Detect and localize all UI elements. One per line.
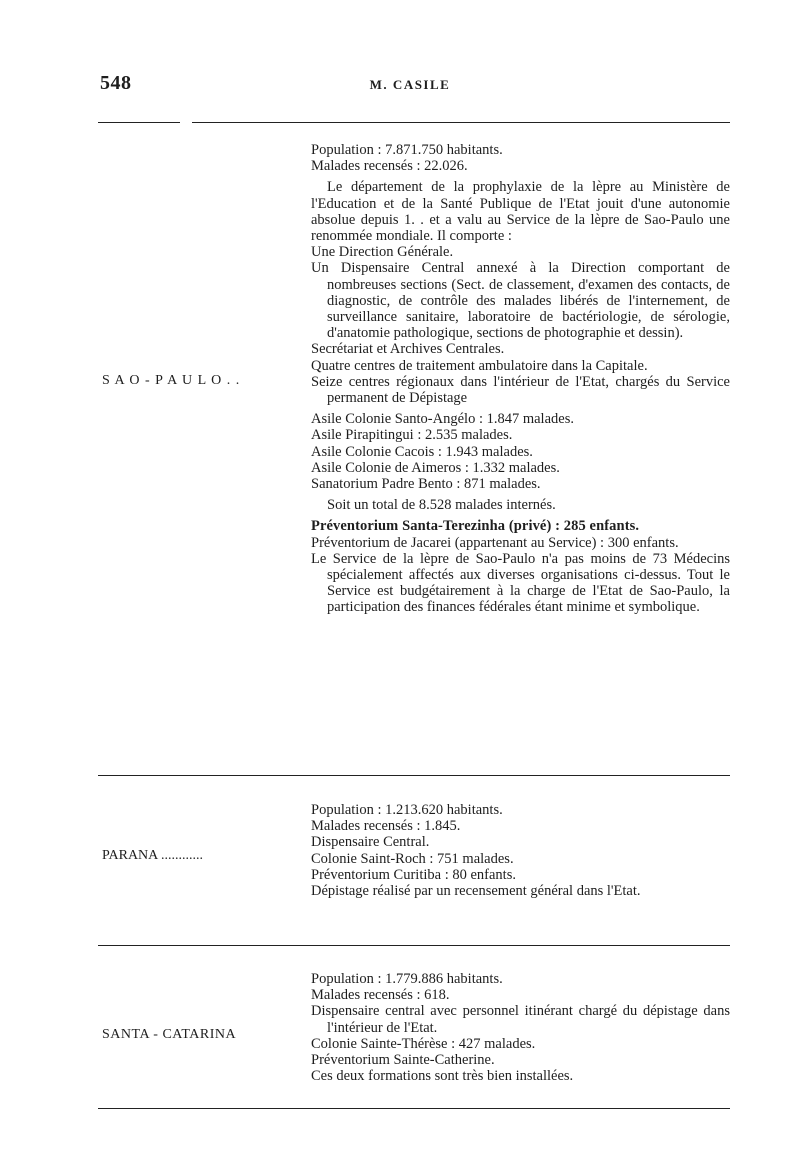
centres-ambulatoires-paragraph: Quatre centres de traitement ambulatoire dans la Capitale. xyxy=(311,357,648,374)
section-sao-paulo xyxy=(311,142,730,616)
bottom-rule xyxy=(98,1108,730,1109)
preventorium-paragraph: Préventorium de Jacarei (appartenant au Service) : 300 enfants. xyxy=(311,534,679,551)
section-rule xyxy=(98,775,730,776)
service-paragraph: Le Service de la lèpre de Sao-Paulo n'a pas moins de 73 Médecins spécialement affectés aux diverses organisations ci-dessus. Tout le Service est budgétairement à la charge de l'Etat de Sao-Paulo, la participation des finances fédérales étant minime et symbolique. xyxy=(311,550,730,616)
dispensaire-paragraph: Dispensaire central avec personnel itinérant chargé du dépistage dans l'intérieur de l'Etat. xyxy=(311,1003,730,1036)
depistage-paragraph: Dépistage réalisé par un recensement général dans l'Etat. xyxy=(311,883,641,900)
colonie-line: Colonie Saint-Roch : 751 malades. xyxy=(311,850,514,867)
malades-line: Malades recensés : 22.026. xyxy=(311,158,468,175)
population-line: Population : 1.213.620 habitants. xyxy=(311,802,503,818)
malades-line: Malades recensés : 1.845. xyxy=(311,818,461,835)
asile-line: Asile Colonie de Aimeros : 1.332 malades. xyxy=(311,459,560,476)
preventorium-line: Préventorium Curitiba : 80 enfants. xyxy=(311,866,516,883)
top-rule-left xyxy=(98,122,180,123)
region-label-sao-paulo: S A O - P A U L O . . xyxy=(102,373,241,388)
section-santa-catarina xyxy=(311,971,730,1084)
population-line: Population : 1.779.886 habitants. xyxy=(311,971,503,987)
region-label-parana: PARANA ............ xyxy=(102,848,204,863)
colonie-line: Colonie Sainte-Thérèse : 427 malades. xyxy=(311,1035,536,1052)
preventorium-line: Préventorium Santa-Terezinha (privé) : 285 enfants. xyxy=(311,518,640,535)
secretariat-line: Secrétariat et Archives Centrales. xyxy=(311,341,505,358)
running-head: M. CASILE xyxy=(369,77,451,92)
intro-paragraph: Le département de la prophylaxie de la lèpre au Ministère de l'Education et de la Santé Publique de l'Etat jouit d'une autonomie absolue depuis 1. . et a valu au Service de la lèpre de Sao-Paulo une renommée mondiale. Il comporte : xyxy=(311,179,730,245)
asile-line: Asile Colonie Santo-Angélo : 1.847 malades. xyxy=(311,411,574,428)
asile-line: Asile Pirapitingui : 2.535 malades. xyxy=(311,427,513,444)
asile-line: Asile Colonie Cacois : 1.943 malades. xyxy=(311,443,533,460)
section-parana xyxy=(311,802,730,899)
total-line: Soit un total de 8.528 malades internés. xyxy=(327,497,556,514)
region-label-santa-catarina: SANTA - CATARINA xyxy=(102,1027,237,1042)
top-rule-right xyxy=(192,122,730,123)
dispensaire-line: Dispensaire Central. xyxy=(311,834,430,851)
direction-line: Une Direction Générale. xyxy=(311,244,454,261)
dispensaire-paragraph: Un Dispensaire Central annexé à la Direction comportant de nombreuses sections (Sect. de classement, d'examen des contacts, de diagnostic, de contrôle des malades libérés de l'internement, de surveillance sanitaire, laboratoire de bactériologie, de sérologie, d'anatomie pathologique, sections de photographie et dessin). xyxy=(311,260,730,342)
section-rule xyxy=(98,945,730,946)
installation-line: Ces deux formations sont très bien installées. xyxy=(311,1068,574,1085)
centres-regionaux-paragraph: Seize centres régionaux dans l'intérieur de l'Etat, chargés du Service permanent de Dépistage xyxy=(311,373,730,407)
population-line: Population : 7.871.750 habitants. xyxy=(311,142,503,158)
page-number: 548 xyxy=(100,72,132,94)
sanatorium-line: Sanatorium Padre Bento : 871 malades. xyxy=(311,476,541,493)
malades-line: Malades recensés : 618. xyxy=(311,987,450,1004)
preventorium-line: Préventorium Sainte-Catherine. xyxy=(311,1052,495,1069)
